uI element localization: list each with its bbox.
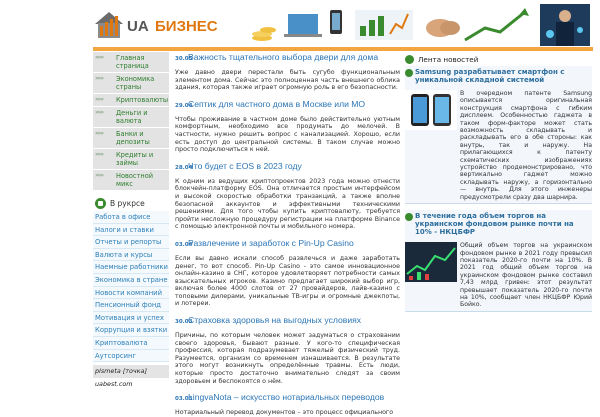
news-body [405,90,592,201]
article-heading [175,161,400,174]
nav-item[interactable] [93,149,169,170]
logo-biz-text: БИЗНЕС [155,18,218,35]
article-title-link[interactable]: Развлечение и заработок с Pin-Up Casino [188,237,354,248]
chart-widget-icon [355,10,413,40]
nav-item-label[interactable]: Экономика страны [116,75,155,91]
nav-bullet-icon: »»» [95,96,104,103]
nav-item[interactable] [93,170,169,191]
category-link[interactable]: Криптовалюта [93,337,169,350]
category-link[interactable]: Валюта и курсы [93,249,169,262]
article-heading [175,238,400,251]
smartphone-icon [330,10,342,34]
site-logo[interactable] [93,4,243,44]
category-link[interactable]: Пенсионный фонд [93,299,169,312]
article-heading [175,392,400,405]
smartphone-thumbnail-icon [405,90,460,130]
news-feed-header [405,52,592,66]
nav-item[interactable] [93,107,169,128]
article-date: 28.04 [175,164,193,171]
article-date: 29.04 [175,102,193,109]
nav-bullet-icon: »»» [95,151,104,158]
category-link[interactable]: Коррупция и взятки [93,324,169,337]
nav-item-label[interactable]: Главная страница [116,54,149,70]
news-list [405,66,592,312]
news-title-link[interactable]: В течение года объем торгов на украинском фондовом рынке почти на 10% - НКЦБФР [415,212,574,237]
article-excerpt: Причины, по которым человек может задуматься о страховании своего здоровья, бывают разные. У кого-то специфическая профессия, которая подразумевает тяжелый физический труд. Разумеется, организм со временем изнашивается. В результате этого могут возникнуть определённые травмы. Есть люди, которые просто достаточно внимательно следят за своим здоровьем и беспокоятся о нём. [175,332,400,385]
article-title-link[interactable]: Страховка здоровья на выгодных условиях [188,315,362,326]
category-link[interactable]: Новости компаний [93,287,169,300]
article-item [175,315,400,385]
nav-item[interactable] [93,52,169,73]
article-feed [175,52,400,417]
site-header [0,0,600,48]
article-excerpt: Уже давно двери перестали быть сугубо функциональным элементом дома. Сейчас это полноценная часть внешнего облика здания, которая также играет огромную роль в его безопасности. [175,69,400,92]
news-title-link[interactable]: Samsung разрабатывает смартфон с уникальной складной системой [415,68,565,84]
news-item [405,210,592,312]
right-column [405,52,592,400]
coins-icon [252,27,276,41]
category-link[interactable]: Отчеты и репорты [93,236,169,249]
article-item [175,161,400,231]
category-link[interactable]: Аутсорсинг [93,350,169,363]
nav-bullet-icon: »»» [95,109,104,116]
nav-item-label[interactable]: Деньги и валюта [116,109,148,125]
nav-item-label[interactable]: Криптовалюты [116,96,169,104]
article-date: 03.03 [175,396,193,403]
nav-bullet-icon: »»» [95,75,104,82]
article-title-link[interactable]: Что будет с EOS в 2023 году [188,160,302,171]
header-illustrations [250,4,590,46]
news-excerpt: Общий объем торгов на украинском фондовом рынке в 2021 году превысил показатель 2020-го почти на 10%. В 2021 год общий объем торгов на украинском фондовом рынке составил 7,43 млрд гривен: этот результат превышает показатель 2020-го почти на 10%, сообщает член НКЦБФР Юрий Бойко. [460,242,592,309]
nav-item[interactable] [93,128,169,149]
article-date: 30.05 [175,56,193,62]
sidebar-contact: plsmeta [точка] uabest.com [93,365,169,378]
nav-item-label[interactable]: Кредиты и займы [116,151,154,167]
laptop-icon [284,14,322,37]
article-heading [175,52,400,65]
nav-item[interactable] [93,94,169,107]
article-item [175,52,400,92]
category-list [93,211,169,362]
rubric-header [93,195,169,211]
stock-chart-thumbnail-icon [405,242,460,282]
businessman-icon [540,4,590,46]
nav-bullet-icon: »»» [95,130,104,137]
nav-bullet-icon: »»» [95,172,104,179]
article-title-link[interactable]: Септик для частного дома в Москве или МО [188,98,366,109]
rubric-title: В рукрсе [110,198,145,208]
article-date: 30.03 [175,319,193,326]
house-logo-icon [93,10,125,40]
header-accent-bar [93,47,593,51]
news-body [405,242,592,309]
nav-item-label[interactable]: Банки и депозиты [116,130,150,146]
nav-item-label[interactable]: Новостной микс [116,172,154,188]
news-title-row [405,68,592,84]
news-bullet-icon [405,69,413,77]
category-link[interactable]: Экономика в стране [93,274,169,287]
category-link[interactable]: Наемные работники [93,261,169,274]
left-sidebar [93,52,169,400]
article-excerpt: Нотариальный перевод документов – это процесс официального [175,409,394,417]
article-item [175,392,400,417]
category-link[interactable]: Налоги и ставки [93,224,169,237]
category-link[interactable]: Работа в офисе [93,211,169,224]
article-excerpt: К одним из ведущих криптопроектов 2023 года можно отнести блокчейн-платформу EOS. Она отличается простым интерфейсом и высокой скоростью обработки транзакций, а также вполне безопасной аккаунтов и эффективными техническими решениями. Для того чтобы купить криптовалюту, требуется пройти несложную процедуру регистрации на платформе Binance с помощью электронной почты и мобильного номера. [175,177,400,231]
rubric-icon [95,198,106,209]
article-heading [175,99,400,112]
news-feed-icon [405,55,414,64]
graph-arrow-icon [465,8,529,40]
handshake-icon [426,19,460,37]
article-item [175,238,400,308]
article-title-link[interactable]: LingvaNota – искусство нотариальных переводов [188,392,385,403]
nav-bullet-icon: »»» [95,54,104,61]
news-feed-title: Лента новостей [418,54,479,64]
category-link[interactable]: Мотивация и успех [93,312,169,325]
news-item [405,66,592,204]
article-excerpt: Чтобы проживание в частном доме было действительно уютным комфортным, необходимо все продумать до мелочей. В частности, нужно решить вопрос с канализацией. Хорошо, если есть доступ до центральной системы. В таком случае можно просто подключиться к ней. [175,115,400,154]
news-title-row [405,212,592,236]
article-heading [175,315,400,328]
logo-ua-text: UA [127,18,149,35]
news-bullet-icon [405,213,413,221]
news-excerpt: В очередном патенте Samsung описывается оригинальная конструкция смартфона с гибким дисплеем. Особенностью гаджета в таком форм-факторе может стать возможность складывать и раскладывать его в обе стороны: как внутрь, так и наружу. На прилагающихся к патенту схематических изображениях устройство продемонстрировано, что вертикально гаджет можно складывать наружу, а горизонтально — внутрь. Для этого инженеры предусмотрели сразу два шарнира. [460,90,592,201]
article-date: 03.04 [175,241,193,248]
nav-item[interactable] [93,73,169,94]
article-item [175,99,400,154]
article-excerpt: Если вы давно искали способ развлечься и даже заработать денег, то вот способ. Pin-Up Casino - это самое инновационное онлайн-казино в СНГ, которое удовлетворяет потребности самых взыскательных игроков. Казино предлагает широкий выбор игр, включая более 4000 слотов от 27 провайдеров, лайв-казино с топовыми дилерами, уникальные ТВ-игры и огромные джекпоты, и лотереи. [175,254,400,308]
main-nav [93,52,169,191]
article-title-link[interactable]: Важность тщательного выбора двери для дома [188,52,379,62]
